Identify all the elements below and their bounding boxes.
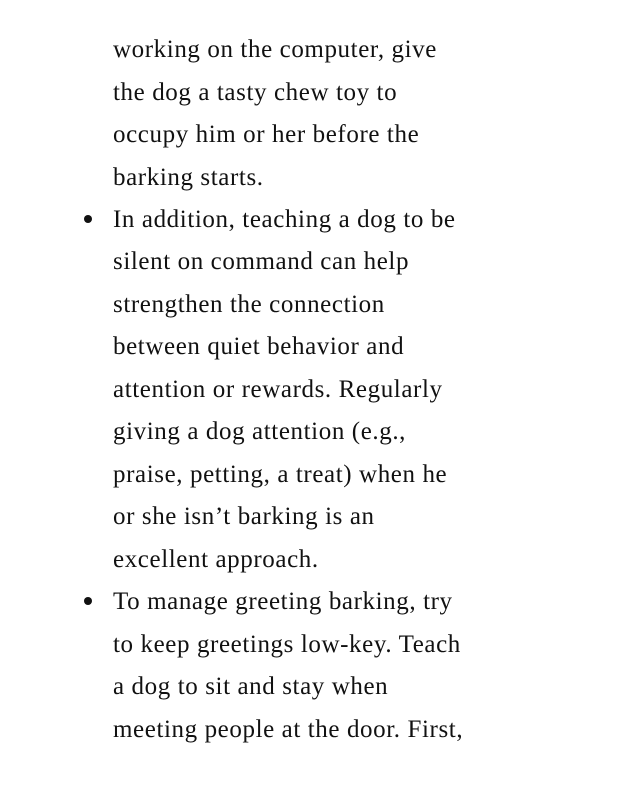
text-line: to keep greetings low-key. Teach: [113, 631, 461, 658]
text-line: between quiet behavior and: [113, 333, 405, 360]
text-line: praise, petting, a treat) when he: [113, 461, 448, 488]
text-line: barking starts.: [113, 164, 264, 191]
text-line: strengthen the connection: [113, 291, 385, 318]
text-line: or she isn’t barking is an: [113, 503, 375, 530]
text-line: To manage greeting barking, try: [113, 588, 453, 615]
text-line: the dog a tasty chew toy to: [113, 79, 398, 106]
text-line: giving a dog attention (e.g.,: [113, 418, 407, 445]
text-line: silent on command can help: [113, 248, 410, 275]
bullet-icon: [84, 215, 92, 223]
text-line: a dog to sit and stay when: [113, 673, 389, 700]
text-line: excellent approach.: [113, 546, 319, 573]
text-line: attention or rewards. Regularly: [113, 376, 443, 403]
bullet-icon: [84, 597, 92, 605]
text-line: meeting people at the door. First,: [113, 716, 464, 743]
text-line: occupy him or her before the: [113, 121, 420, 148]
text-line: In addition, teaching a dog to be: [113, 206, 456, 233]
text-line: working on the computer, give: [113, 36, 437, 63]
